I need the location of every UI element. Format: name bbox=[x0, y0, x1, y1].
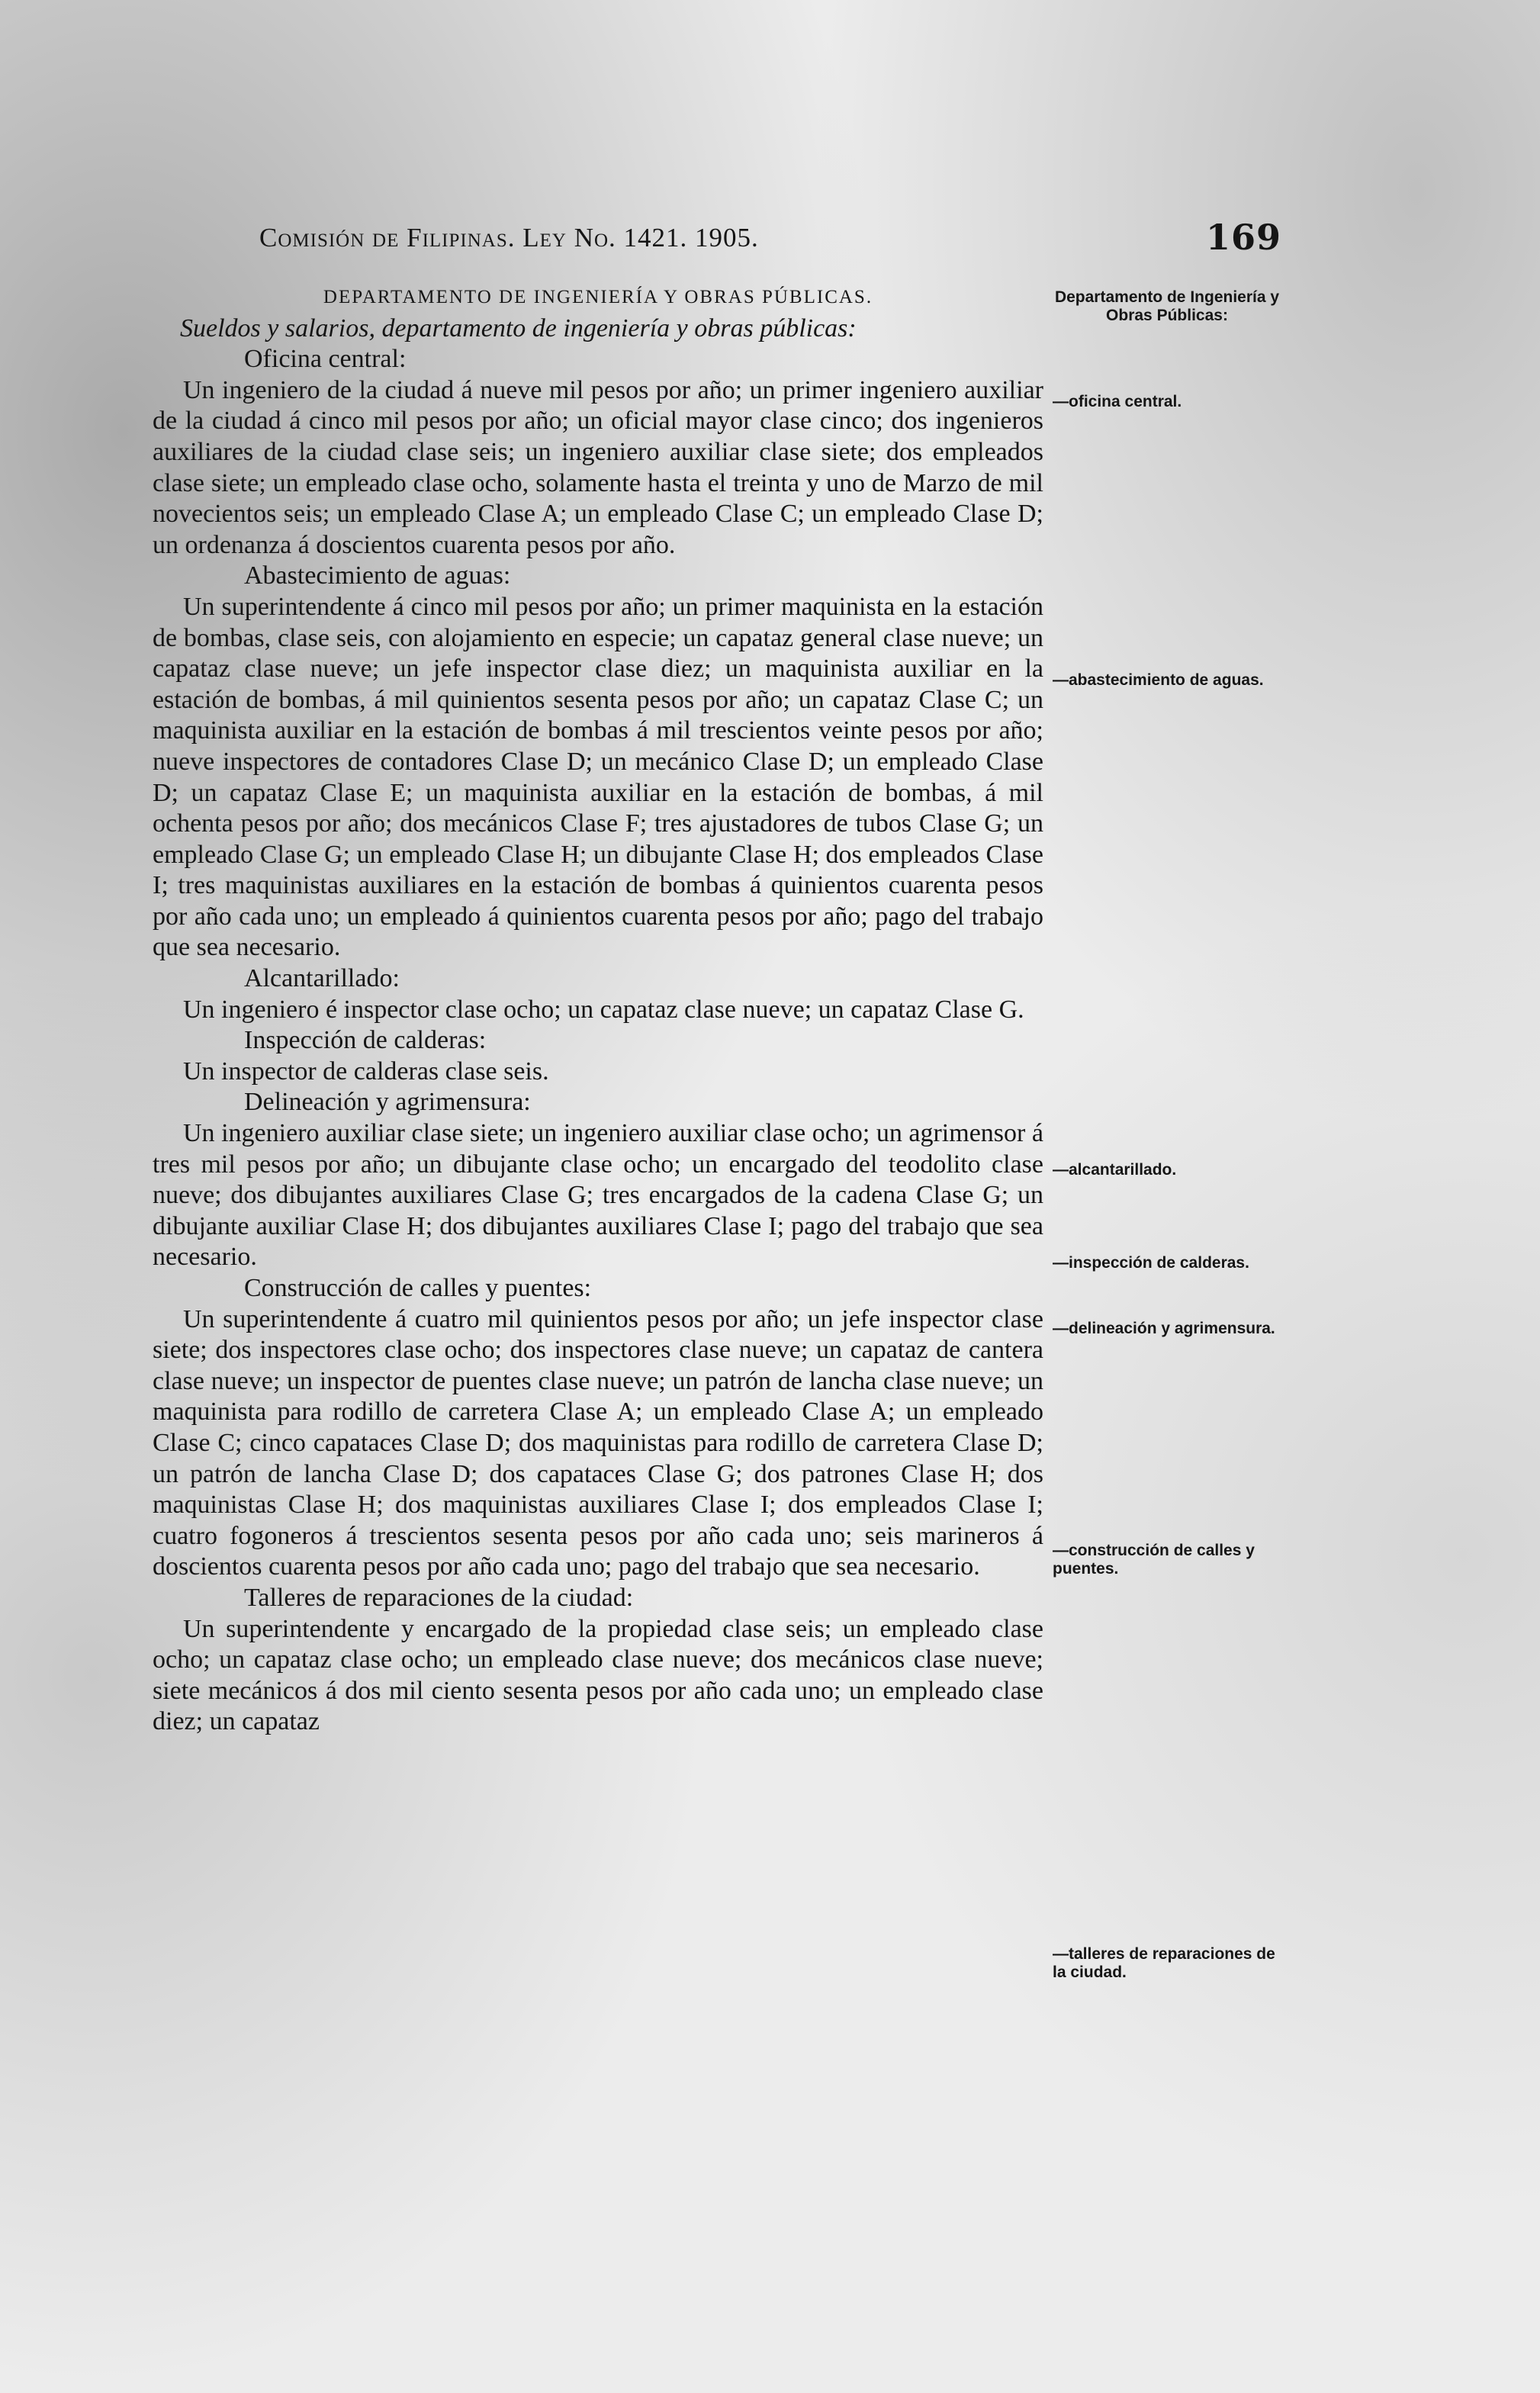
block-heading-abastecimiento: Abastecimiento de aguas: bbox=[244, 561, 511, 590]
sidenote-delineacion: —delineación y agrimensura. bbox=[1053, 1320, 1275, 1337]
page-header bbox=[259, 217, 1281, 269]
sidenote-construccion: —construcción de calles y puentes. bbox=[1053, 1542, 1255, 1578]
sidenote-alcantarillado: —alcantarillado. bbox=[1053, 1161, 1177, 1179]
block-heading-delineacion: Delineación y agrimensura: bbox=[244, 1088, 531, 1117]
block-heading-construccion: Construcción de calles y puentes: bbox=[244, 1274, 592, 1302]
sidenote-talleres: —talleres de reparaciones de la ciudad. bbox=[1053, 1945, 1275, 1981]
block-heading-talleres: Talleres de reparaciones de la ciudad: bbox=[244, 1583, 634, 1612]
block-heading-oficina: Oficina central: bbox=[244, 345, 407, 374]
block-text-construccion: Un superintendente á cuatro mil quinientos pesos por año; un jefe inspector clase siete; dos inspectores clase ocho; dos inspectores clase nueve; un capataz de cantera clase nueve; un inspector de puentes clase nueve; un patrón de lancha clase nueve; un maquinista para rodillo de carretera Clase A; un empleado Clase A; un empleado Clase C; cinco capataces Clase D; dos maquinistas para rodillo de carretera Clase D; un patrón de lancha Clase D; dos capataces Clase G; dos patrones Clase H; dos maquinistas Clase H; dos maquinistas auxiliares Clase I; dos empleados Clase I; cuatro fogoneros á trescientos sesenta pesos por año cada uno; seis marineros á doscientos cuarenta pesos por año cada uno; pago del trabajo que sea necesario. bbox=[153, 1304, 1043, 1581]
sidenote-calderas: —inspección de calderas. bbox=[1053, 1254, 1249, 1272]
page-number: 169 bbox=[1205, 217, 1281, 258]
block-heading-alcantarillado: Alcantarillado: bbox=[244, 964, 400, 993]
subtitle: Sueldos y salarios, departamento de ingeniería y obras públicas: bbox=[180, 314, 857, 343]
block-text-talleres: Un superintendente y encargado de la propiedad clase seis; un empleado clase ocho; un capataz clase ocho; un empleado clase nueve; dos mecánicos clase nueve; siete mecánicos á dos mil ciento sesenta pesos por año cada uno; un empleado clase diez; un capataz bbox=[153, 1614, 1043, 1736]
sidenote-oficina: —oficina central. bbox=[1053, 393, 1182, 410]
block-text-alcantarillado: Un ingeniero é inspector clase ocho; un capataz clase nueve; un capataz Clase G. bbox=[183, 995, 1024, 1024]
sidenote-departamento: Departamento de Ingeniería y Obras Públicas: bbox=[1054, 288, 1280, 324]
block-text-calderas: Un inspector de calderas clase seis. bbox=[183, 1057, 549, 1086]
block-text-abastecimiento: Un superintendente á cinco mil pesos por año; un primer maquinista en la estación de bombas, clase seis, con alojamiento en especie; un capataz general clase nueve; un capataz clase nueve; un jefe inspector clase diez; un maquinista auxiliar en la estación de bombas, á mil quinientos sesenta pesos por año; un capataz Clase C; un maquinista auxiliar en la estación de bombas á mil trescientos veinte pesos por año; nueve inspectores de contadores Clase D; un mecánico Clase D; un empleado Clase D; un capataz Clase E; un maquinista auxiliar en la estación de bombas, á mil ochenta pesos por año; dos mecánicos Clase F; tres ajustadores de tubos Clase G; un empleado Clase G; un empleado Clase H; un dibujante Clase H; dos empleados Clase I; tres maquinistas auxiliares en la estación de bombas á quinientos cuarenta pesos por año cada uno; un empleado á quinientos cuarenta pesos por año; pago del trabajo que sea necesario. bbox=[153, 592, 1043, 962]
block-heading-calderas: Inspección de calderas: bbox=[244, 1026, 487, 1055]
block-text-oficina: Un ingeniero de la ciudad á nueve mil pesos por año; un primer ingeniero auxiliar de la ciudad á cinco mil pesos por año; un oficial mayor clase cinco; dos ingenieros auxiliares de la ciudad clase seis; un ingeniero auxiliar clase siete; dos empleados clase siete; un empleado clase ocho, solamente hasta el treinta y uno de Marzo de mil novecientos seis; un empleado Clase A; un empleado Clase C; un empleado Clase D; un ordenanza á doscientos cuarenta pesos por año. bbox=[153, 375, 1043, 559]
section-heading: DEPARTAMENTO DE INGENIERÍA Y OBRAS PÚBLICAS. bbox=[323, 287, 873, 307]
main-text-column bbox=[153, 282, 1043, 1738]
sidenote-abastecimiento: —abastecimiento de aguas. bbox=[1053, 671, 1264, 689]
running-title: Comisión de Filipinas. Ley No. 1421. 1905. bbox=[259, 223, 759, 252]
block-text-delineacion: Un ingeniero auxiliar clase siete; un ingeniero auxiliar clase ocho; un agrimensor á tres mil pesos por año; un dibujante clase ocho; un encargado del teodolito clase nueve; dos dibujantes auxiliares Clase G; tres encargados de la cadena Clase G; un dibujante auxiliar Clase H; dos dibujantes auxiliares Clase I; pago del trabajo que sea necesario. bbox=[153, 1119, 1043, 1272]
